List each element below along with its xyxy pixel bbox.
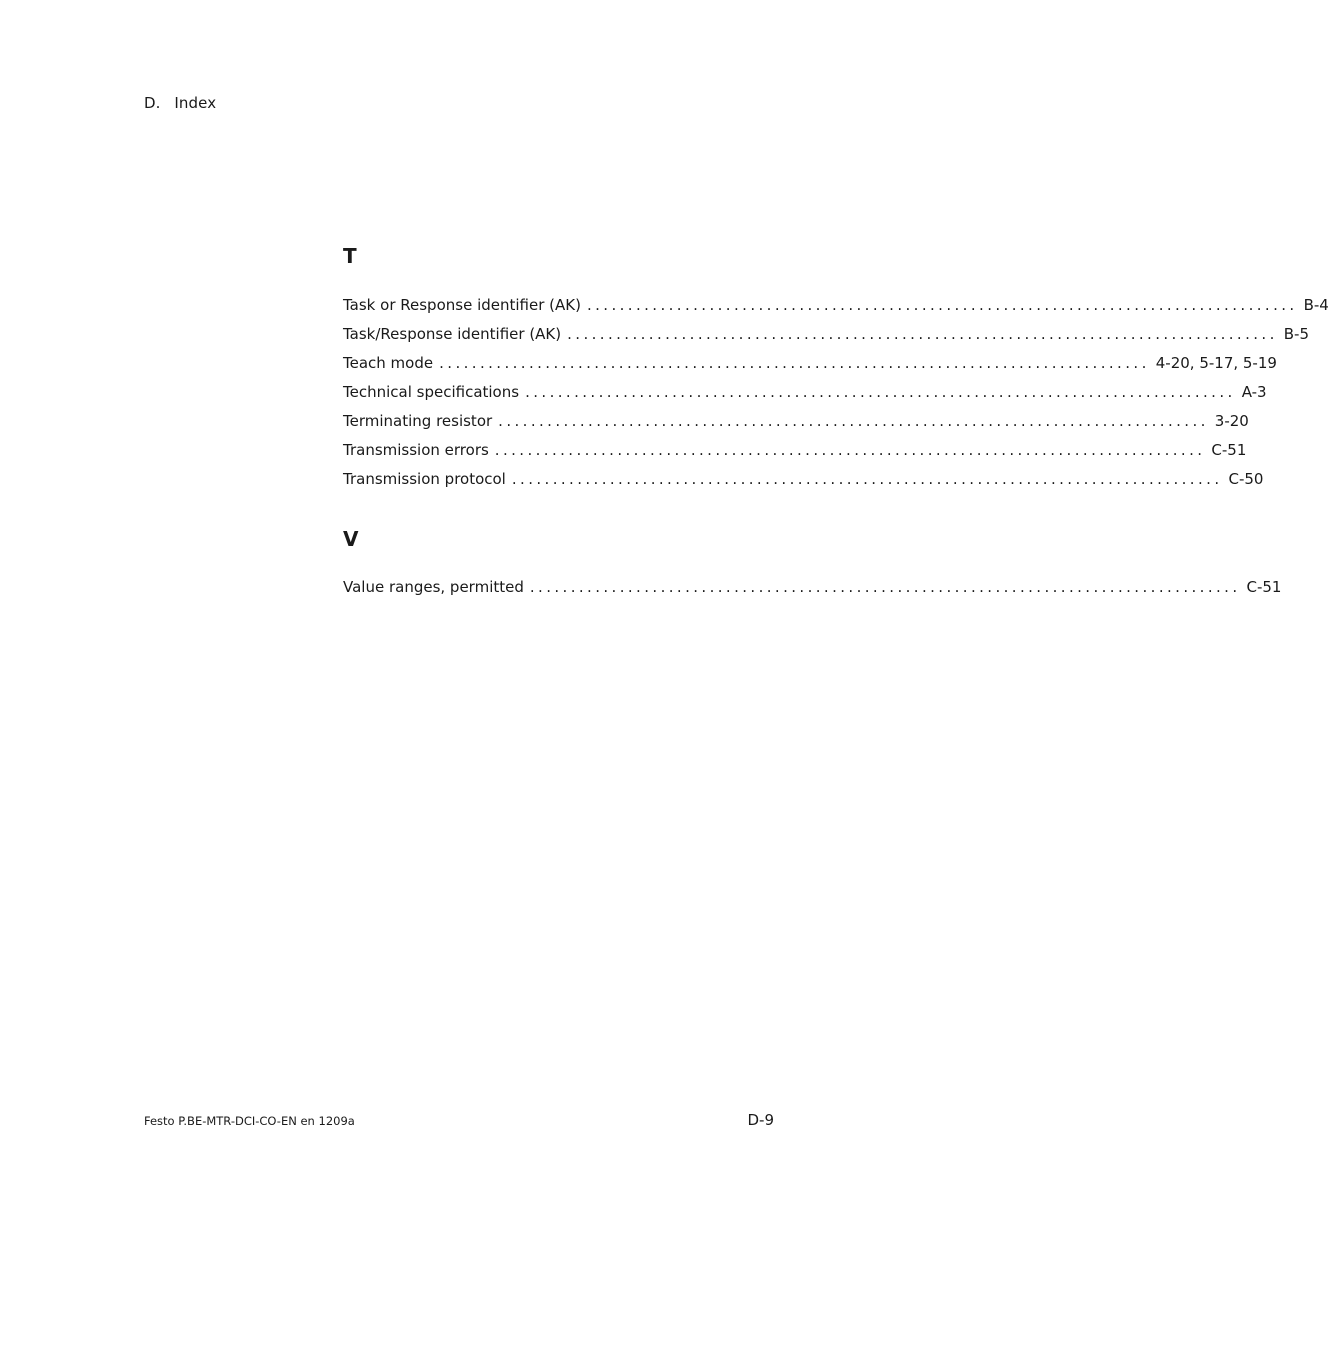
index-term: Value ranges, permitted (343, 578, 524, 596)
index-page-ref: 4-20, 5-17, 5-19 (1155, 354, 1277, 372)
index-entry (343, 412, 1249, 441)
index-page-ref: B-4 (1303, 296, 1329, 314)
index-entry (343, 441, 1247, 470)
index-term: Transmission errors (343, 441, 489, 459)
index-term: Transmission protocol (343, 470, 506, 488)
dot-leader: ....................................................................................... (494, 441, 1206, 459)
index-term: Teach mode (343, 354, 434, 372)
index-term: Task or Response identifier (AK) (343, 296, 581, 314)
dot-leader: ....................................................................................... (439, 354, 1150, 372)
dot-leader: ....................................................................................... (586, 296, 1298, 314)
index-term: Technical specifications (343, 383, 520, 401)
index-page-ref: C-51 (1211, 441, 1247, 459)
section-letter-v: V (343, 527, 359, 551)
index-entry (343, 383, 1267, 412)
dot-leader: ....................................................................................... (498, 412, 1209, 430)
index-page-ref: 3-20 (1214, 412, 1249, 430)
index-list-t (343, 296, 1329, 499)
dot-leader: ....................................................................................... (511, 470, 1223, 488)
footer-page-number: D-9 (747, 1111, 774, 1129)
chapter-number: D. (144, 94, 161, 112)
index-page-ref: B-5 (1283, 325, 1309, 343)
dot-leader: ....................................................................................... (525, 383, 1236, 401)
index-entry (343, 325, 1309, 354)
dot-leader: ....................................................................................... (529, 578, 1241, 596)
chapter-title: Index (174, 94, 217, 112)
index-entry (343, 470, 1264, 499)
footer-document-id: Festo P.BE-MTR-DCI-CO-EN en 1209a (144, 1114, 355, 1128)
index-term: Task/Response identifier (AK) (343, 325, 562, 343)
index-page-ref: C-50 (1228, 470, 1264, 488)
index-entry (343, 296, 1329, 325)
index-term: Terminating resistor (343, 412, 493, 430)
running-head (144, 94, 216, 112)
dot-leader: ....................................................................................... (567, 325, 1278, 343)
section-letter-t: T (343, 244, 357, 268)
index-entry (343, 354, 1277, 383)
index-page-ref: A-3 (1241, 383, 1267, 401)
index-page-ref: C-51 (1246, 578, 1282, 596)
index-entry (343, 578, 1282, 607)
index-list-v (343, 578, 1282, 607)
